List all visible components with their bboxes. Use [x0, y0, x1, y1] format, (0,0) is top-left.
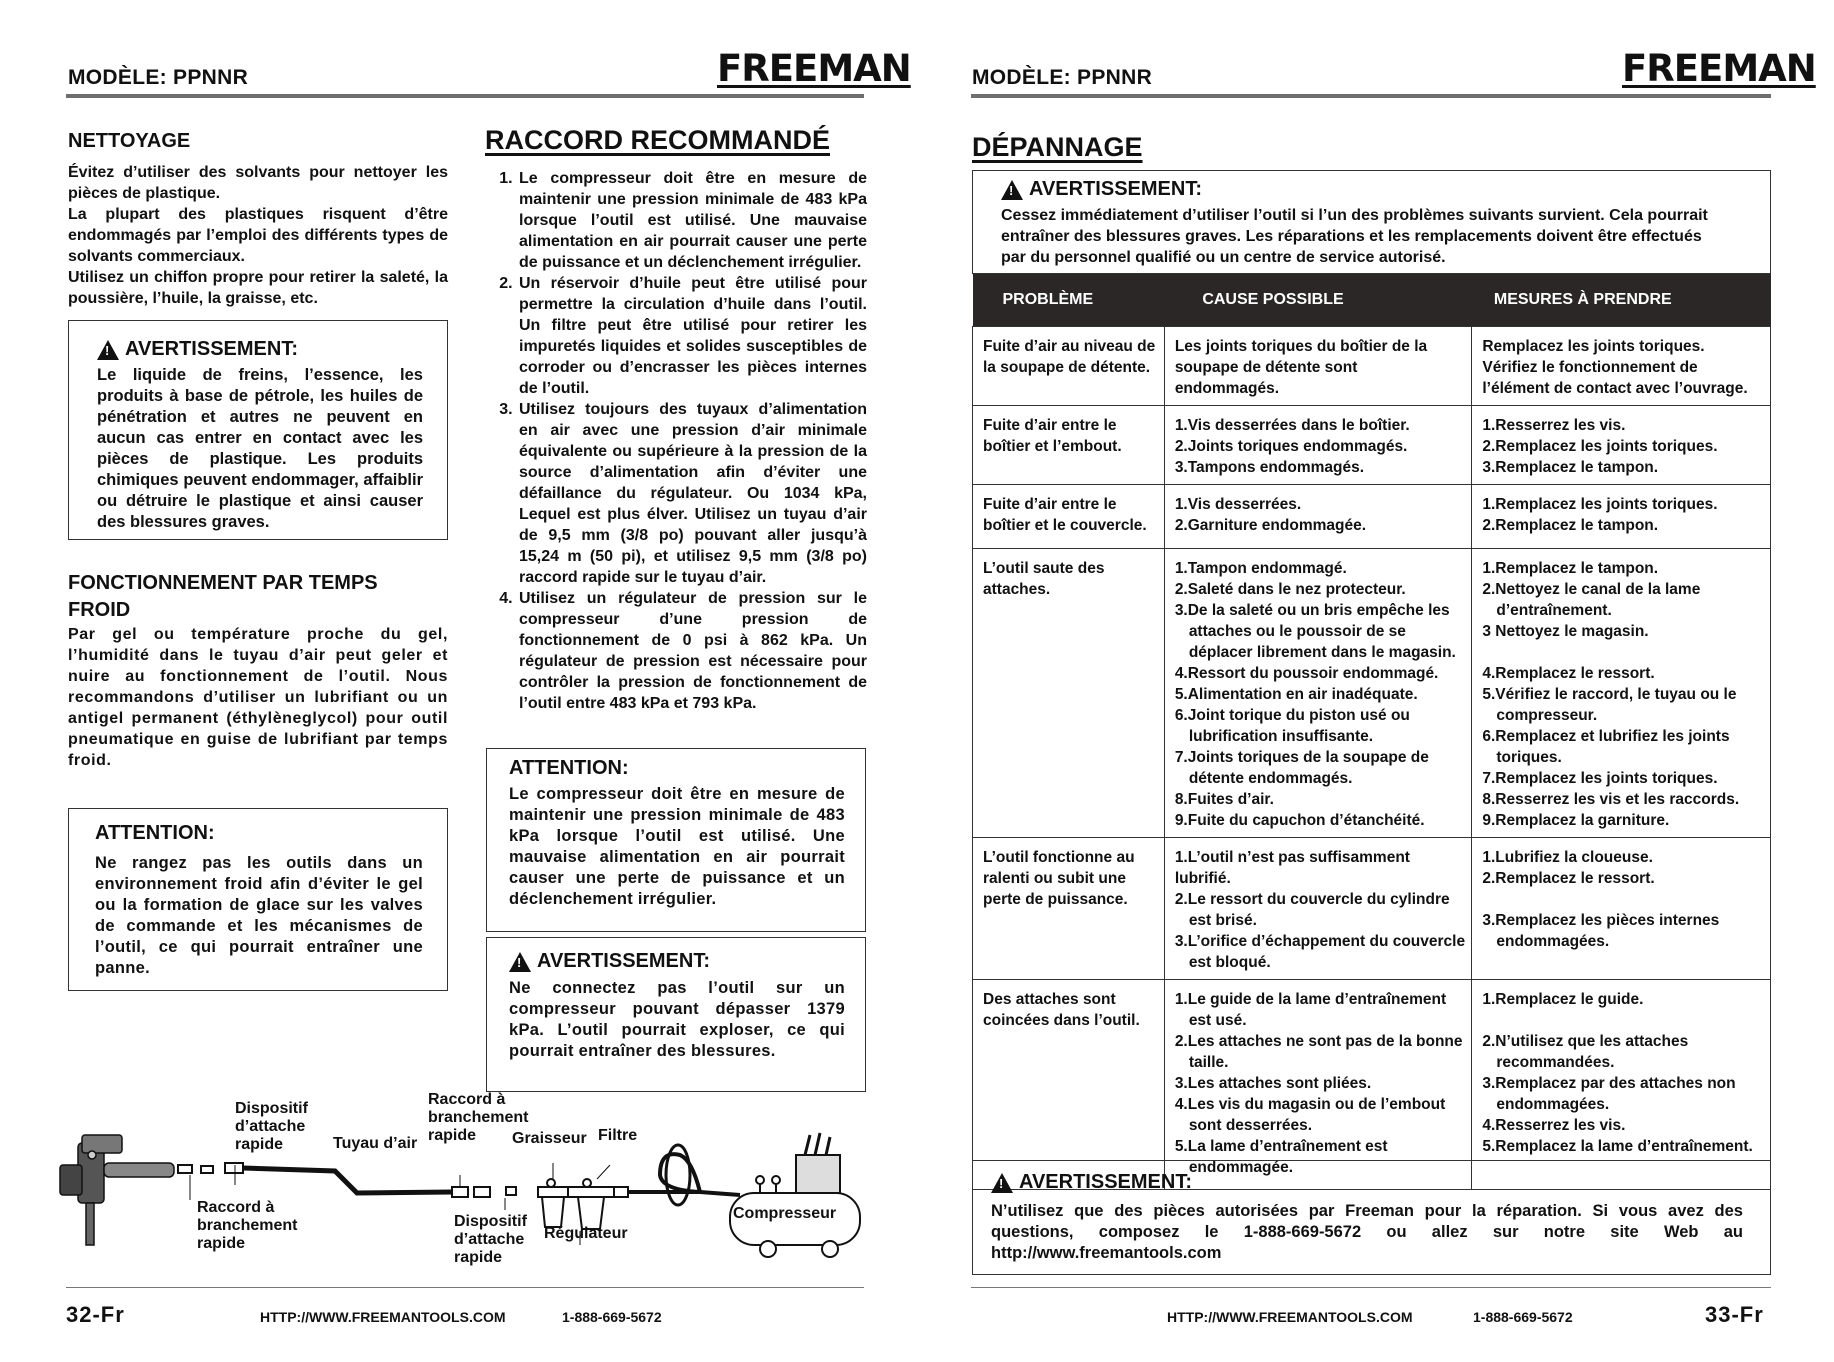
table-cell-cause [1164, 838, 1472, 980]
cell-line: 2.Remplacez les joints toriques. [1482, 438, 1718, 455]
cell-line: 3.Les attaches sont pliées. [1174, 1075, 1372, 1092]
cell-line: 2.N’utilisez que les attaches [1482, 1033, 1689, 1050]
warning-title: AVERTISSEMENT: [1019, 1171, 1192, 1193]
cell-line: 1.Remplacez le guide. [1482, 991, 1644, 1008]
cell-line: détente endommagés. [1188, 770, 1353, 787]
warning-heading [1001, 178, 1202, 201]
troubleshooting-table [972, 274, 1771, 1190]
warning-text: N’utilisez que des pièces autorisées par Freeman pour la réparation. Si vous avez des questions, composez le 1-888-669-5672 ou allez sur notre site Web au http://www.freemantools.com [991, 1202, 1743, 1262]
warning-text: Le liquide de freins, l’essence, les produits à base de pétrole, les huiles de pénétration et autres ne peuvent en aucun cas entrer en contact avec les pièces de plastique. Les produits chimiques peuvent endommager, affaiblir ou détruire le plastique et ainsi causer des blessures graves. [97, 366, 423, 531]
cell-line: 2.Nettoyez le canal de la lame [1482, 581, 1701, 598]
cell-line: déplacer librement dans le magasin. [1188, 644, 1456, 661]
header-rule [66, 94, 864, 98]
cell-line: lubrification insuffisante. [1188, 728, 1374, 745]
diagram-label-line: rapide [428, 1127, 477, 1144]
table-cell-action [1472, 549, 1771, 838]
cell-line: 5.La lame d’entraînement est [1174, 1138, 1388, 1155]
warning-triangle-icon [97, 340, 119, 360]
cell-line: 2.Saleté dans le nez protecteur. [1174, 581, 1406, 598]
cell-line: 3 Nettoyez le magasin. [1482, 623, 1649, 640]
cell-line: est brisé. [1188, 912, 1257, 929]
cell-line: Remplacez les joints toriques. [1482, 338, 1705, 355]
cell-line: 6.Remplacez et lubrifiez les joints [1482, 728, 1730, 745]
air-hose [243, 1168, 452, 1193]
freeman-logo: FREEMAN [1622, 47, 1816, 90]
frl-unit-icon [538, 1179, 628, 1229]
cell-line: 2.Remplacez le tampon. [1482, 517, 1659, 534]
diagram-label-line: rapide [197, 1235, 246, 1252]
diagram-label-line: d’attache [235, 1118, 306, 1135]
diagram-label-coupler [235, 1100, 308, 1154]
cell-line: 1.Tampon endommagé. [1174, 560, 1347, 577]
troubleshooting-title: DÉPANNAGE [972, 132, 1143, 162]
cell-line: 5.Alimentation en air inadéquate. [1174, 686, 1418, 703]
cell-line: l’élément de contact avec l’ouvrage. [1482, 380, 1748, 397]
cell-line: 1.L’outil n’est pas suffisamment lubrifié. [1174, 849, 1410, 887]
table-cell-cause [1164, 327, 1472, 406]
table-cell-problem [973, 406, 1165, 485]
cell-line: L’outil fonctionne au [983, 849, 1135, 866]
cell-line: taille. [1188, 1054, 1229, 1071]
cold-weather-title [68, 570, 378, 624]
cleaning-text [68, 162, 448, 309]
cell-line: Vérifiez le fonctionnement de [1482, 359, 1698, 376]
warning-title: AVERTISSEMENT: [537, 950, 710, 972]
cell-line: recommandées. [1496, 1054, 1615, 1071]
warning-heading [509, 950, 710, 973]
compressor-icon [730, 1133, 860, 1257]
cell-line: la soupape de détente. [983, 359, 1151, 376]
table-row [973, 406, 1771, 485]
recommended-item: 2. Un réservoir d’huile peut être utilisé pour permettre la circulation d’huile dans l’outil. Un filtre peut être utilisé pour retirer les impuretés liquides et solides susceptibles de corroder ou d’encrasser les pièces internes de l’outil. [517, 273, 867, 399]
cell-line: 3.Remplacez par des attaches non [1482, 1075, 1736, 1092]
cell-line: 8.Resserrez les vis et les raccords. [1482, 791, 1740, 808]
cell-line: 2.Garniture endommagée. [1174, 517, 1367, 534]
warning-text: Ne connectez pas l’outil sur un compresseur pouvant dépasser 1379 kPa. L’outil pourrait exploser, ce qui pourrait entraîner des blessures. [509, 979, 845, 1060]
cell-line: Des attaches sont [983, 991, 1116, 1008]
cell-line: 2.Joints toriques endommagés. [1174, 438, 1408, 455]
cell-line: boîtier et l’embout. [983, 438, 1122, 455]
footer-rule [66, 1287, 864, 1288]
cleaning-line: Utilisez un chiffon propre pour retirer la saleté, la poussière, l’huile, la graisse, etc. [68, 269, 448, 307]
warning-title: AVERTISSEMENT: [125, 338, 298, 360]
cell-line: coincées dans l’outil. [983, 1012, 1140, 1029]
cell-line: perte de puissance. [983, 891, 1128, 908]
diagram-label-compressor: Compresseur [733, 1205, 837, 1222]
cell-line: compresseur. [1496, 707, 1598, 724]
recommended-title: RACCORD RECOMMANDÉ [485, 125, 830, 155]
table-row [973, 549, 1771, 838]
header-rule [971, 94, 1771, 98]
cell-line: 1.Le guide de la lame d’entraînement [1174, 991, 1447, 1008]
cell-line: 1.Remplacez le tampon. [1482, 560, 1659, 577]
right-page [917, 0, 1834, 1362]
diagram-label-oiler: Graisseur [512, 1130, 587, 1147]
footer-phone: 1-888-669-5672 [1473, 1309, 1573, 1325]
cell-line: Fuite d’air entre le [983, 417, 1117, 434]
hookup-diagram [0, 1091, 917, 1295]
table-cell-cause [1164, 485, 1472, 549]
cleaning-title: NETTOYAGE [68, 130, 191, 152]
cell-line: attaches ou le poussoir de se [1188, 623, 1406, 640]
cell-line: 6.Joint torique du piston usé ou [1174, 707, 1410, 724]
diagram-label-line: rapide [454, 1249, 503, 1266]
diagram-label-line: Dispositif [235, 1100, 308, 1117]
footer-phone: 1-888-669-5672 [562, 1309, 662, 1325]
diagram-label-coupler [454, 1213, 527, 1267]
cell-line: 8.Fuites d’air. [1174, 791, 1274, 808]
cell-line: endommagées. [1496, 1096, 1610, 1113]
cell-line: 3.Tampons endommagés. [1174, 459, 1365, 476]
cell-line [1482, 1010, 1764, 1031]
cell-line: 1.Resserrez les vis. [1482, 417, 1626, 434]
cold-title-line: FROID [68, 599, 131, 621]
header-problem: PROBLÈME [973, 274, 1165, 327]
cold-title-line: FONCTIONNEMENT PAR TEMPS [68, 572, 378, 594]
table-cell-action [1472, 980, 1771, 1190]
cell-line: 5.Vérifiez le raccord, le tuyau ou le [1482, 686, 1737, 703]
cell-line: sont desserrées. [1188, 1117, 1313, 1134]
cleaning-line: La plupart des plastiques risquent d’être endommagés par l’emploi des différents types de solvants commerciaux. [68, 206, 448, 265]
footer-url[interactable]: HTTP://WWW.FREEMANTOOLS.COM [1167, 1309, 1413, 1325]
cell-line: Fuite d’air entre le [983, 496, 1117, 513]
model-label: MODÈLE: PPNNR [972, 66, 1153, 89]
diagram-label-line: Raccord à [428, 1091, 506, 1108]
attention-text: Ne rangez pas les outils dans un environnement froid afin d’éviter le gel ou la formation de glace sur les valves de commande et les mécanismes de l’outil, ce qui pourrait entraîner une panne. [95, 854, 423, 977]
table-cell-cause [1164, 980, 1472, 1190]
table-cell-cause [1164, 549, 1472, 838]
attention-title: ATTENTION: [509, 757, 629, 779]
table-cell-problem [973, 838, 1165, 980]
cell-line: ralenti ou subit une [983, 870, 1126, 887]
table-row [973, 327, 1771, 406]
footer-rule [971, 1287, 1771, 1288]
cell-line: 2.Remplacez le ressort. [1482, 870, 1655, 887]
warning-box-stop-use [972, 170, 1771, 274]
cell-line: 9.Remplacez la garniture. [1482, 812, 1670, 829]
cell-line: 2.Le ressort du couvercle du cylindre [1174, 891, 1450, 908]
header-action: MESURES À PRENDRE [1472, 274, 1771, 327]
table-row [973, 485, 1771, 549]
table-header-row [973, 274, 1771, 327]
cell-line: endommagée. [1188, 1159, 1294, 1176]
cell-line: attaches. [983, 581, 1051, 598]
warning-text: Cessez immédiatement d’utiliser l’outil si l’un des problèmes suivants survient. Cela pourrait entraîner des blessures graves. Les réparations et les remplacements doivent être effectués par du personnel qualifié ou un centre de service autorisé. [1001, 207, 1708, 266]
table-cell-action [1472, 485, 1771, 549]
warning-heading [97, 338, 298, 361]
cell-line: 4.Resserrez les vis. [1482, 1117, 1626, 1134]
cell-line: d’entraînement. [1496, 602, 1612, 619]
recommended-list [487, 168, 867, 714]
cell-line: Fuite d’air au niveau de [983, 338, 1156, 355]
table-cell-action [1472, 327, 1771, 406]
cell-line: 9.Fuite du capuchon d’étanchéité. [1174, 812, 1425, 829]
header-cause: CAUSE POSSIBLE [1164, 274, 1472, 327]
cell-line: 4.Ressort du poussoir endommagé. [1174, 665, 1439, 682]
footer-url[interactable]: HTTP://WWW.FREEMANTOOLS.COM [260, 1309, 506, 1325]
attention-box-storage [68, 808, 448, 991]
diagram-label-line: Dispositif [454, 1213, 527, 1230]
cell-line: 4.Les vis du magasin ou de l’embout [1174, 1096, 1446, 1113]
cell-line [1482, 642, 1764, 663]
cell-line: 3.De la saleté ou un bris empêche les [1174, 602, 1450, 619]
page-number: 33-Fr [1705, 1302, 1764, 1327]
attention-title: ATTENTION: [95, 822, 215, 844]
cell-line: 2.Les attaches ne sont pas de la bonne [1174, 1033, 1463, 1050]
warning-title: AVERTISSEMENT: [1029, 178, 1202, 200]
table-cell-problem [973, 485, 1165, 549]
cell-line: Les joints toriques du boîtier de la [1174, 338, 1428, 355]
recommended-item: 4. Utilisez un régulateur de pression sur le compresseur d’une pression de fonctionnement de 0 psi à 862 kPa. Un régulateur de pression est nécessaire pour contrôler la pression de fonctionnement de l’outil entre 483 kPa et 793 kPa. [517, 588, 867, 714]
warning-heading [991, 1171, 1192, 1194]
table-cell-problem [973, 980, 1165, 1190]
table-row [973, 980, 1771, 1190]
diagram-label-line: Raccord à [197, 1199, 275, 1216]
recommended-item: 3. Utilisez toujours des tuyaux d’alimentation en air avec une pression d’air minimale équivalente ou supérieure à la pression de la source d’alimentation afin d’éviter une défaillance du régulateur. Ou 1034 kPa, Lequel est plus élver. Utilisez un tuyau d’air de 9,5 mm (3/8 po) pouvant aller jusqu’à 15,24 m (50 pi), et utilisez 9,5 mm (3/8 po) raccord rapide sur le tuyau d’air. [517, 399, 867, 588]
cell-line: 1.Vis desserrées. [1174, 496, 1302, 513]
cell-line: est usé. [1188, 1012, 1247, 1029]
cell-line: boîtier et le couvercle. [983, 517, 1147, 534]
table-row [973, 838, 1771, 980]
warning-box-parts [972, 1160, 1771, 1275]
table-cell-action [1472, 838, 1771, 980]
cold-weather-text: Par gel ou température proche du gel, l’humidité dans le tuyau d’air peut geler et nuire au fonctionnement de l’outil. Nous recommandons d’utiliser un lubrifiant ou un antigel permanent (éthylèneglycol) pour outil pneumatique en guise de lubrifiant par temps froid. [68, 626, 448, 769]
cell-line: soupape de détente sont endommagés. [1174, 359, 1358, 397]
cell-line [1482, 889, 1764, 910]
warning-triangle-icon [991, 1173, 1013, 1193]
cell-line: 1.Vis desserrées dans le boîtier. [1174, 417, 1410, 434]
cell-line: est bloqué. [1188, 954, 1271, 971]
diagram-label-line: branchement [197, 1217, 298, 1234]
cell-line: 7.Remplacez les joints toriques. [1482, 770, 1718, 787]
diagram-label-line: d’attache [454, 1231, 525, 1248]
table-cell-cause [1164, 406, 1472, 485]
cell-line: 3.Remplacez le tampon. [1482, 459, 1659, 476]
diagram-label-line: rapide [235, 1136, 284, 1153]
cell-line: 3.Remplacez les pièces internes [1482, 912, 1720, 929]
cell-line: L’outil saute des [983, 560, 1105, 577]
warning-triangle-icon [1001, 180, 1023, 200]
cell-line: toriques. [1496, 749, 1562, 766]
freeman-logo: FREEMAN [717, 47, 911, 90]
diagram-label-regulator: Régulateur [544, 1225, 628, 1242]
cell-line: 1.Lubrifiez la cloueuse. [1482, 849, 1653, 866]
cell-line: 7.Joints toriques de la soupape de [1174, 749, 1429, 766]
page-number: 32-Fr [66, 1302, 125, 1327]
model-label: MODÈLE: PPNNR [68, 66, 249, 89]
cell-line: 4.Remplacez le ressort. [1482, 665, 1655, 682]
diagram-label-line: branchement [428, 1109, 529, 1126]
warning-box-plastics [68, 320, 448, 540]
cleaning-line: Évitez d’utiliser des solvants pour nettoyer les pièces de plastique. [68, 164, 448, 202]
cell-line: 5.Remplacez la lame d’entraînement. [1482, 1138, 1753, 1155]
table-cell-problem [973, 327, 1165, 406]
attention-text: Le compresseur doit être en mesure de maintenir une pression minimale de 483 kPa lorsque l’outil est utilisé. Une mauvaise alimentation en air pourrait causer une perte de puissance et un déclenchement irrégulier. [509, 785, 845, 908]
nailer-tool-icon [60, 1135, 174, 1245]
diagram-label-filter: Filtre [598, 1127, 638, 1144]
table-cell-problem [973, 549, 1165, 838]
table-cell-action [1472, 406, 1771, 485]
recommended-item: 1. Le compresseur doit être en mesure de maintenir une pression minimale de 483 kPa lorsque l’outil est utilisé. Une mauvaise alimentation en air pourrait causer une perte de puissance et un déclenchement irrégulier. [517, 168, 867, 273]
warning-box-pressure [486, 937, 866, 1092]
warning-triangle-icon [509, 952, 531, 972]
diagram-label-plug [197, 1199, 297, 1253]
cell-line: 3.L’orifice d’échappement du couvercle [1174, 933, 1466, 950]
attention-box-compressor [486, 748, 866, 932]
cell-line: endommagées. [1496, 933, 1610, 950]
cell-line: 1.Remplacez les joints toriques. [1482, 496, 1718, 513]
diagram-label-hose: Tuyau d’air [333, 1135, 418, 1152]
